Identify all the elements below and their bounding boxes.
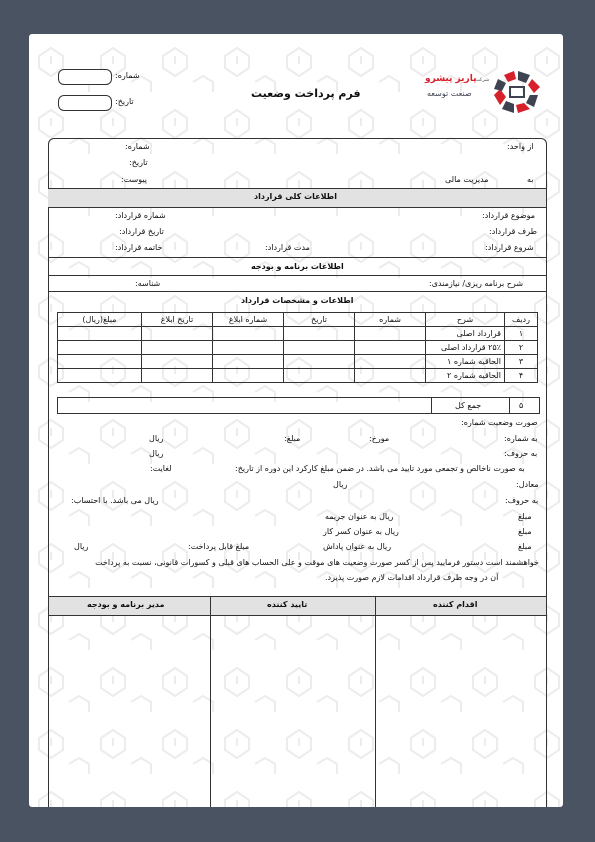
number-input[interactable] bbox=[58, 69, 112, 85]
company-logo-icon bbox=[494, 71, 540, 113]
total-divider bbox=[509, 397, 510, 414]
table-cell[interactable] bbox=[213, 327, 284, 341]
statement-amount-label: مبلغ: bbox=[284, 434, 301, 443]
table-cell[interactable] bbox=[284, 341, 355, 355]
column-header: ردیف bbox=[505, 313, 538, 327]
table-cell[interactable] bbox=[284, 369, 355, 383]
divider bbox=[48, 291, 546, 292]
equivalent-rial: ریال bbox=[333, 480, 348, 489]
table-cell[interactable] bbox=[142, 327, 213, 341]
table-row bbox=[58, 369, 538, 383]
to-value: مدیریت مالی bbox=[445, 175, 489, 184]
attachment-label: پیوست: bbox=[121, 175, 148, 184]
row-number: ۱ bbox=[505, 327, 538, 341]
table-cell[interactable] bbox=[284, 327, 355, 341]
info-number-label: شماره: bbox=[125, 142, 150, 151]
number-label: شماره: bbox=[115, 71, 140, 80]
page-title: فرم پرداخت وضعیت bbox=[251, 87, 361, 100]
table-cell[interactable] bbox=[142, 341, 213, 355]
program-description-label: شرح برنامه ریزی/ نیازمندی: bbox=[429, 279, 524, 288]
row-number: ۲ bbox=[505, 341, 538, 355]
request-text-line2: آن در وجه طرف قرارداد اقدامات لازم صورت پذیرد. bbox=[325, 573, 499, 582]
row-description: ۲۵٪ قرارداد اصلی bbox=[426, 341, 505, 355]
column-header: شرح bbox=[426, 313, 505, 327]
program-budget-title: اطلاعات برنامه و بودجه bbox=[251, 262, 344, 271]
statement-date-label: مورخ: bbox=[369, 434, 390, 443]
from-unit-label: از واحد: bbox=[507, 142, 534, 151]
total-divider bbox=[431, 397, 432, 414]
column-header: مبلغ(ریال) bbox=[58, 313, 142, 327]
company-subtitle: صنعت توسعه bbox=[427, 89, 472, 98]
date-label: تاریخ: bbox=[115, 97, 134, 106]
contract-number-label: شماره قرارداد: bbox=[115, 211, 166, 220]
statement-number-label: صورت وضعیت شماره: bbox=[461, 418, 538, 427]
company-name: پاریز پیشرو bbox=[425, 74, 477, 84]
table-cell[interactable] bbox=[58, 327, 142, 341]
form-page bbox=[29, 34, 563, 807]
statement-rial-label: ریال bbox=[149, 434, 164, 443]
contract-start-label: شروع قرارداد: bbox=[485, 243, 534, 252]
payable-rial: ریال bbox=[74, 542, 89, 551]
payable-label: مبلغ قابل پرداخت: bbox=[188, 542, 250, 551]
bonus-label: ریال به عنوان پاداش bbox=[323, 542, 392, 551]
contract-party-label: طرف قرارداد: bbox=[489, 227, 537, 236]
statement-letters-label: به حروف: bbox=[504, 449, 538, 458]
row-description: الحاقیه شماره ۲ bbox=[426, 369, 505, 383]
table-cell[interactable] bbox=[58, 369, 142, 383]
row-description: الحاقیه شماره ۱ bbox=[426, 355, 505, 369]
table-cell[interactable] bbox=[284, 355, 355, 369]
table-cell[interactable] bbox=[355, 341, 426, 355]
table-cell[interactable] bbox=[213, 369, 284, 383]
divider bbox=[48, 275, 546, 276]
table-cell[interactable] bbox=[355, 369, 426, 383]
statement-ref-number-label: به شماره: bbox=[504, 434, 538, 443]
table-cell[interactable] bbox=[213, 341, 284, 355]
date-input[interactable] bbox=[58, 95, 112, 111]
equivalent-label: معادل: bbox=[516, 480, 539, 489]
statement-period-text: به صورت ناخالص و تجمعی مورد تایید می باشد. در ضمن مبلغ کارکرد این دوره از تاریخ: bbox=[235, 464, 525, 473]
table-cell[interactable] bbox=[142, 369, 213, 383]
table-cell[interactable] bbox=[58, 341, 142, 355]
deduction-label: ریال به عنوان کسر کار bbox=[323, 527, 399, 536]
signature-action-area[interactable] bbox=[376, 615, 545, 807]
signature-approver-area[interactable] bbox=[211, 615, 375, 807]
to-label: به bbox=[527, 175, 534, 184]
total-row-number: ۵ bbox=[519, 401, 524, 410]
divider bbox=[48, 257, 546, 258]
request-text-line1: خواهشمند است دستور فرمایید پس از کسر صورت وضعیت های موقت و علی الحساب های قبلی و کسورات قانونی، نسبت به پرداخت bbox=[95, 558, 539, 567]
calculation-text: ریال می باشد. با احتساب: bbox=[71, 496, 159, 505]
company-prefix: شرکت bbox=[475, 77, 490, 83]
signature-approver-label: تایید کننده bbox=[267, 600, 308, 609]
penalty-label: ریال به عنوان جریمه bbox=[325, 512, 394, 521]
column-header: شماره bbox=[355, 313, 426, 327]
signature-budget-manager-label: مدیر برنامه و بودجه bbox=[87, 600, 165, 609]
contract-date-label: تاریخ قرارداد: bbox=[119, 227, 164, 236]
contract-subject-label: موضوع قرارداد: bbox=[482, 211, 536, 220]
table-cell[interactable] bbox=[142, 355, 213, 369]
statement-until-label: لغایت: bbox=[150, 464, 172, 473]
amount-label: مبلغ bbox=[518, 527, 532, 536]
table-row bbox=[58, 341, 538, 355]
table-header-row bbox=[58, 313, 538, 327]
table-cell[interactable] bbox=[58, 355, 142, 369]
column-header: تاریخ ابلاغ bbox=[142, 313, 213, 327]
contract-details-title: اطلاعات و مشخصات قرارداد bbox=[241, 296, 354, 305]
row-number: ۳ bbox=[505, 355, 538, 369]
amount-label: مبلغ bbox=[518, 512, 532, 521]
table-row bbox=[58, 355, 538, 369]
column-header: شماره ابلاغ bbox=[213, 313, 284, 327]
contract-general-title: اطلاعات کلی قرارداد bbox=[254, 192, 337, 201]
signature-budget-manager-area[interactable] bbox=[49, 615, 210, 807]
letters-label-2: به حروف: bbox=[505, 496, 539, 505]
signature-action-label: اقدام کننده bbox=[433, 600, 478, 609]
total-label: جمع کل bbox=[455, 401, 482, 410]
row-description: قرارداد اصلی bbox=[426, 327, 505, 341]
table-cell[interactable] bbox=[213, 355, 284, 369]
contract-end-label: خاتمه قرارداد: bbox=[115, 243, 163, 252]
row-number: ۴ bbox=[505, 369, 538, 383]
table-cell[interactable] bbox=[355, 327, 426, 341]
column-header: تاریخ bbox=[284, 313, 355, 327]
table-row bbox=[58, 327, 538, 341]
statement-letters-rial: ریال bbox=[149, 449, 164, 458]
info-date-label: تاریخ: bbox=[129, 158, 148, 167]
table-cell[interactable] bbox=[355, 355, 426, 369]
amount-label: مبلغ bbox=[518, 542, 532, 551]
program-id-label: شناسه: bbox=[135, 279, 161, 288]
contract-details-table bbox=[57, 312, 538, 383]
contract-duration-label: مدت قرارداد: bbox=[265, 243, 310, 252]
